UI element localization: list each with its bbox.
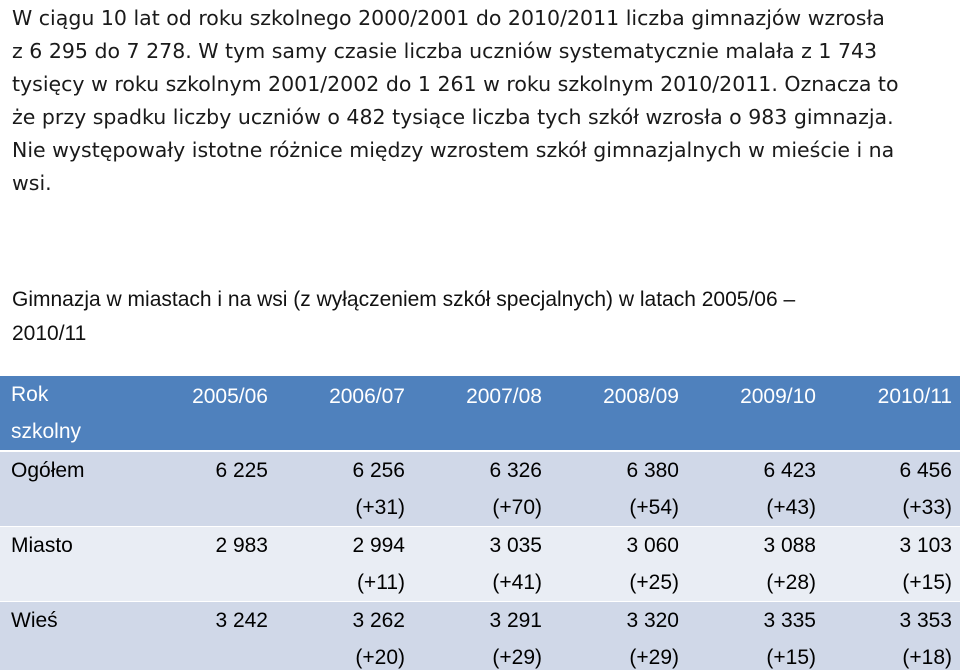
cell-value: 3 088 <box>763 534 816 557</box>
cell-change: (+25) <box>629 571 679 594</box>
header-label-line: szkolny <box>11 420 82 443</box>
header-year: 2008/09 <box>550 376 687 451</box>
intro-line: z 6 295 do 7 278. W tym samy czasie liczba uczniów systematycznie malała z 1 743 <box>12 39 878 63</box>
cell-change: (+33) <box>902 496 952 519</box>
intro-line: wsi. <box>12 171 52 195</box>
intro-line: że przy spadku liczby uczniów o 482 tysiące liczba tych szkół wzrosła o 983 gimnazja. <box>12 105 894 129</box>
header-year: 2007/08 <box>413 376 550 451</box>
table-cell <box>276 527 413 602</box>
table-row-village <box>0 602 960 670</box>
cell-change: (+15) <box>902 571 952 594</box>
table-cell <box>550 451 687 527</box>
cell-value: 3 242 <box>215 609 268 632</box>
cell-value: 3 291 <box>489 609 542 632</box>
table-caption <box>12 283 952 351</box>
table-cell <box>550 602 687 670</box>
header-year: 2006/07 <box>276 376 413 451</box>
cell-change: (+54) <box>629 496 679 519</box>
table-row-total <box>0 451 960 527</box>
table-row-city <box>0 527 960 602</box>
cell-change: (+29) <box>629 646 679 669</box>
cell-value: 3 103 <box>899 534 952 557</box>
table-cell <box>687 602 824 670</box>
table-cell <box>143 602 276 670</box>
cell-change: (+18) <box>902 646 952 669</box>
header-label-line: Rok <box>11 383 49 406</box>
cell-value: 3 320 <box>626 609 679 632</box>
cell-change: (+28) <box>766 571 816 594</box>
header-year: 2010/11 <box>824 376 960 451</box>
cell-value: 3 060 <box>626 534 679 557</box>
cell-value: 6 256 <box>352 459 405 482</box>
table-cell <box>824 527 960 602</box>
cell-change: (+20) <box>355 646 405 669</box>
cell-value: 6 456 <box>899 459 952 482</box>
cell-value: 6 423 <box>763 459 816 482</box>
intro-line: tysięcy w roku szkolnym 2001/2002 do 1 261 w roku szkolnym 2010/2011. Oznacza to <box>12 72 899 96</box>
table-cell <box>143 451 276 527</box>
cell-value: 6 326 <box>489 459 542 482</box>
header-school-year <box>0 376 143 451</box>
table-cell <box>550 527 687 602</box>
cell-value: 2 994 <box>352 534 405 557</box>
row-label: Wieś <box>0 602 143 670</box>
intro-line: Nie występowały istotne różnice między wzrostem szkół gimnazjalnych w mieście i na <box>12 138 895 162</box>
table-cell <box>687 451 824 527</box>
cell-change: (+70) <box>492 496 542 519</box>
cell-change: (+41) <box>492 571 542 594</box>
cell-value: 3 035 <box>489 534 542 557</box>
table-cell <box>413 602 550 670</box>
table-header-row <box>0 376 960 451</box>
cell-change: (+15) <box>766 646 816 669</box>
cell-value: 2 983 <box>215 534 268 557</box>
cell-change: (+29) <box>492 646 542 669</box>
table-cell <box>687 527 824 602</box>
cell-change: (+43) <box>766 496 816 519</box>
table-cell <box>824 602 960 670</box>
table-cell <box>824 451 960 527</box>
table-cell <box>276 602 413 670</box>
intro-line: W ciągu 10 lat od roku szkolnego 2000/2001 do 2010/2011 liczba gimnazjów wzrosła <box>12 6 885 30</box>
cell-value: 3 262 <box>352 609 405 632</box>
schools-table <box>0 376 960 670</box>
table-cell <box>276 451 413 527</box>
intro-paragraph <box>12 2 952 200</box>
table-cell <box>413 451 550 527</box>
cell-value: 6 380 <box>626 459 679 482</box>
row-label: Miasto <box>0 527 143 602</box>
table-cell <box>413 527 550 602</box>
cell-change: (+31) <box>355 496 405 519</box>
cell-change: (+11) <box>356 571 405 594</box>
cell-value: 3 335 <box>763 609 816 632</box>
cell-value: 3 353 <box>899 609 952 632</box>
cell-value: 6 225 <box>215 459 268 482</box>
caption-line: 2010/11 <box>12 322 87 345</box>
header-year: 2005/06 <box>143 376 276 451</box>
caption-line: Gimnazja w miastach i na wsi (z wyłączeniem szkół specjalnych) w latach 2005/06 – <box>12 288 796 311</box>
row-label: Ogółem <box>0 451 143 527</box>
table-cell <box>143 527 276 602</box>
header-year: 2009/10 <box>687 376 824 451</box>
